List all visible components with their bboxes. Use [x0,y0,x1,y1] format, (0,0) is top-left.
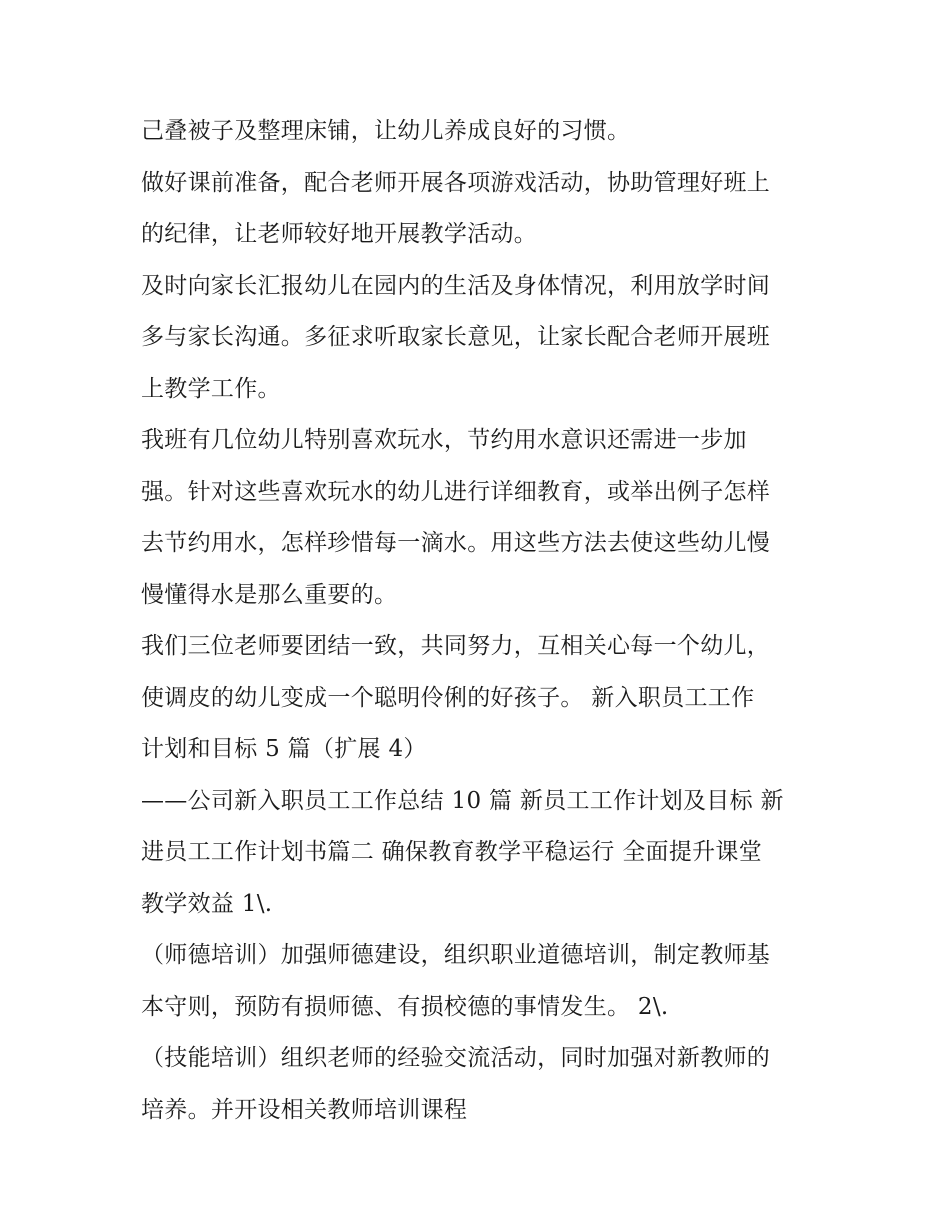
text-line: 慢懂得水是那么重要的。 [141,581,398,608]
text-line: 强。针对这些喜欢玩水的幼儿进行详细教育，或举出例子怎样 [141,478,771,505]
text-line: 计划和目标 5 篇（扩展 4） [141,736,427,762]
text-line: 己叠被子及整理床铺，让幼儿养成良好的习惯。 [141,118,631,144]
document-body [141,106,821,1136]
text-line: （技能培训）组织老师的经验交流活动，同时加强对新教师的 [141,1045,771,1071]
text-line: 我班有几位幼儿特别喜欢玩水，节约用水意识还需进一步加 [141,427,747,453]
text-line: 使调皮的幼儿变成一个聪明伶俐的好孩子。 新入职员工工作 [141,684,755,711]
text-line: 上教学工作。 [141,375,281,402]
text-line: 培养。并开设相关教师培训课程 [141,1096,468,1123]
text-line: （师德培训）加强师德建设，组织职业道德培训，制定教师基 [141,942,771,968]
text-line: 教学效益 1\. [141,890,273,917]
text-line: 本守则，预防有损师德、有损校德的事情发生。 2\. [141,993,669,1020]
text-line: 多与家长沟通。多征求听取家长意见，让家长配合老师开展班 [141,324,771,350]
text-line: 去节约用水，怎样珍惜每一滴水。用这些方法去使这些幼儿慢 [141,530,771,556]
text-line: 做好课前准备，配合老师开展各项游戏活动，协助管理好班上 [141,169,771,196]
text-line: ——公司新入职员工工作总结 10 篇 新员工工作计划及目标 新 [141,787,784,814]
text-line: 及时向家长汇报幼儿在园内的生活及身体情况，利用放学时间 [141,272,771,299]
text-line: 进员工工作计划书篇二 确保教育教学平稳运行 全面提升课堂 [141,839,763,865]
text-line: 的纪律，让老师较好地开展教学活动。 [141,221,538,247]
text-line: 我们三位老师要团结一致，共同努力，互相关心每一个幼儿， [141,633,771,659]
